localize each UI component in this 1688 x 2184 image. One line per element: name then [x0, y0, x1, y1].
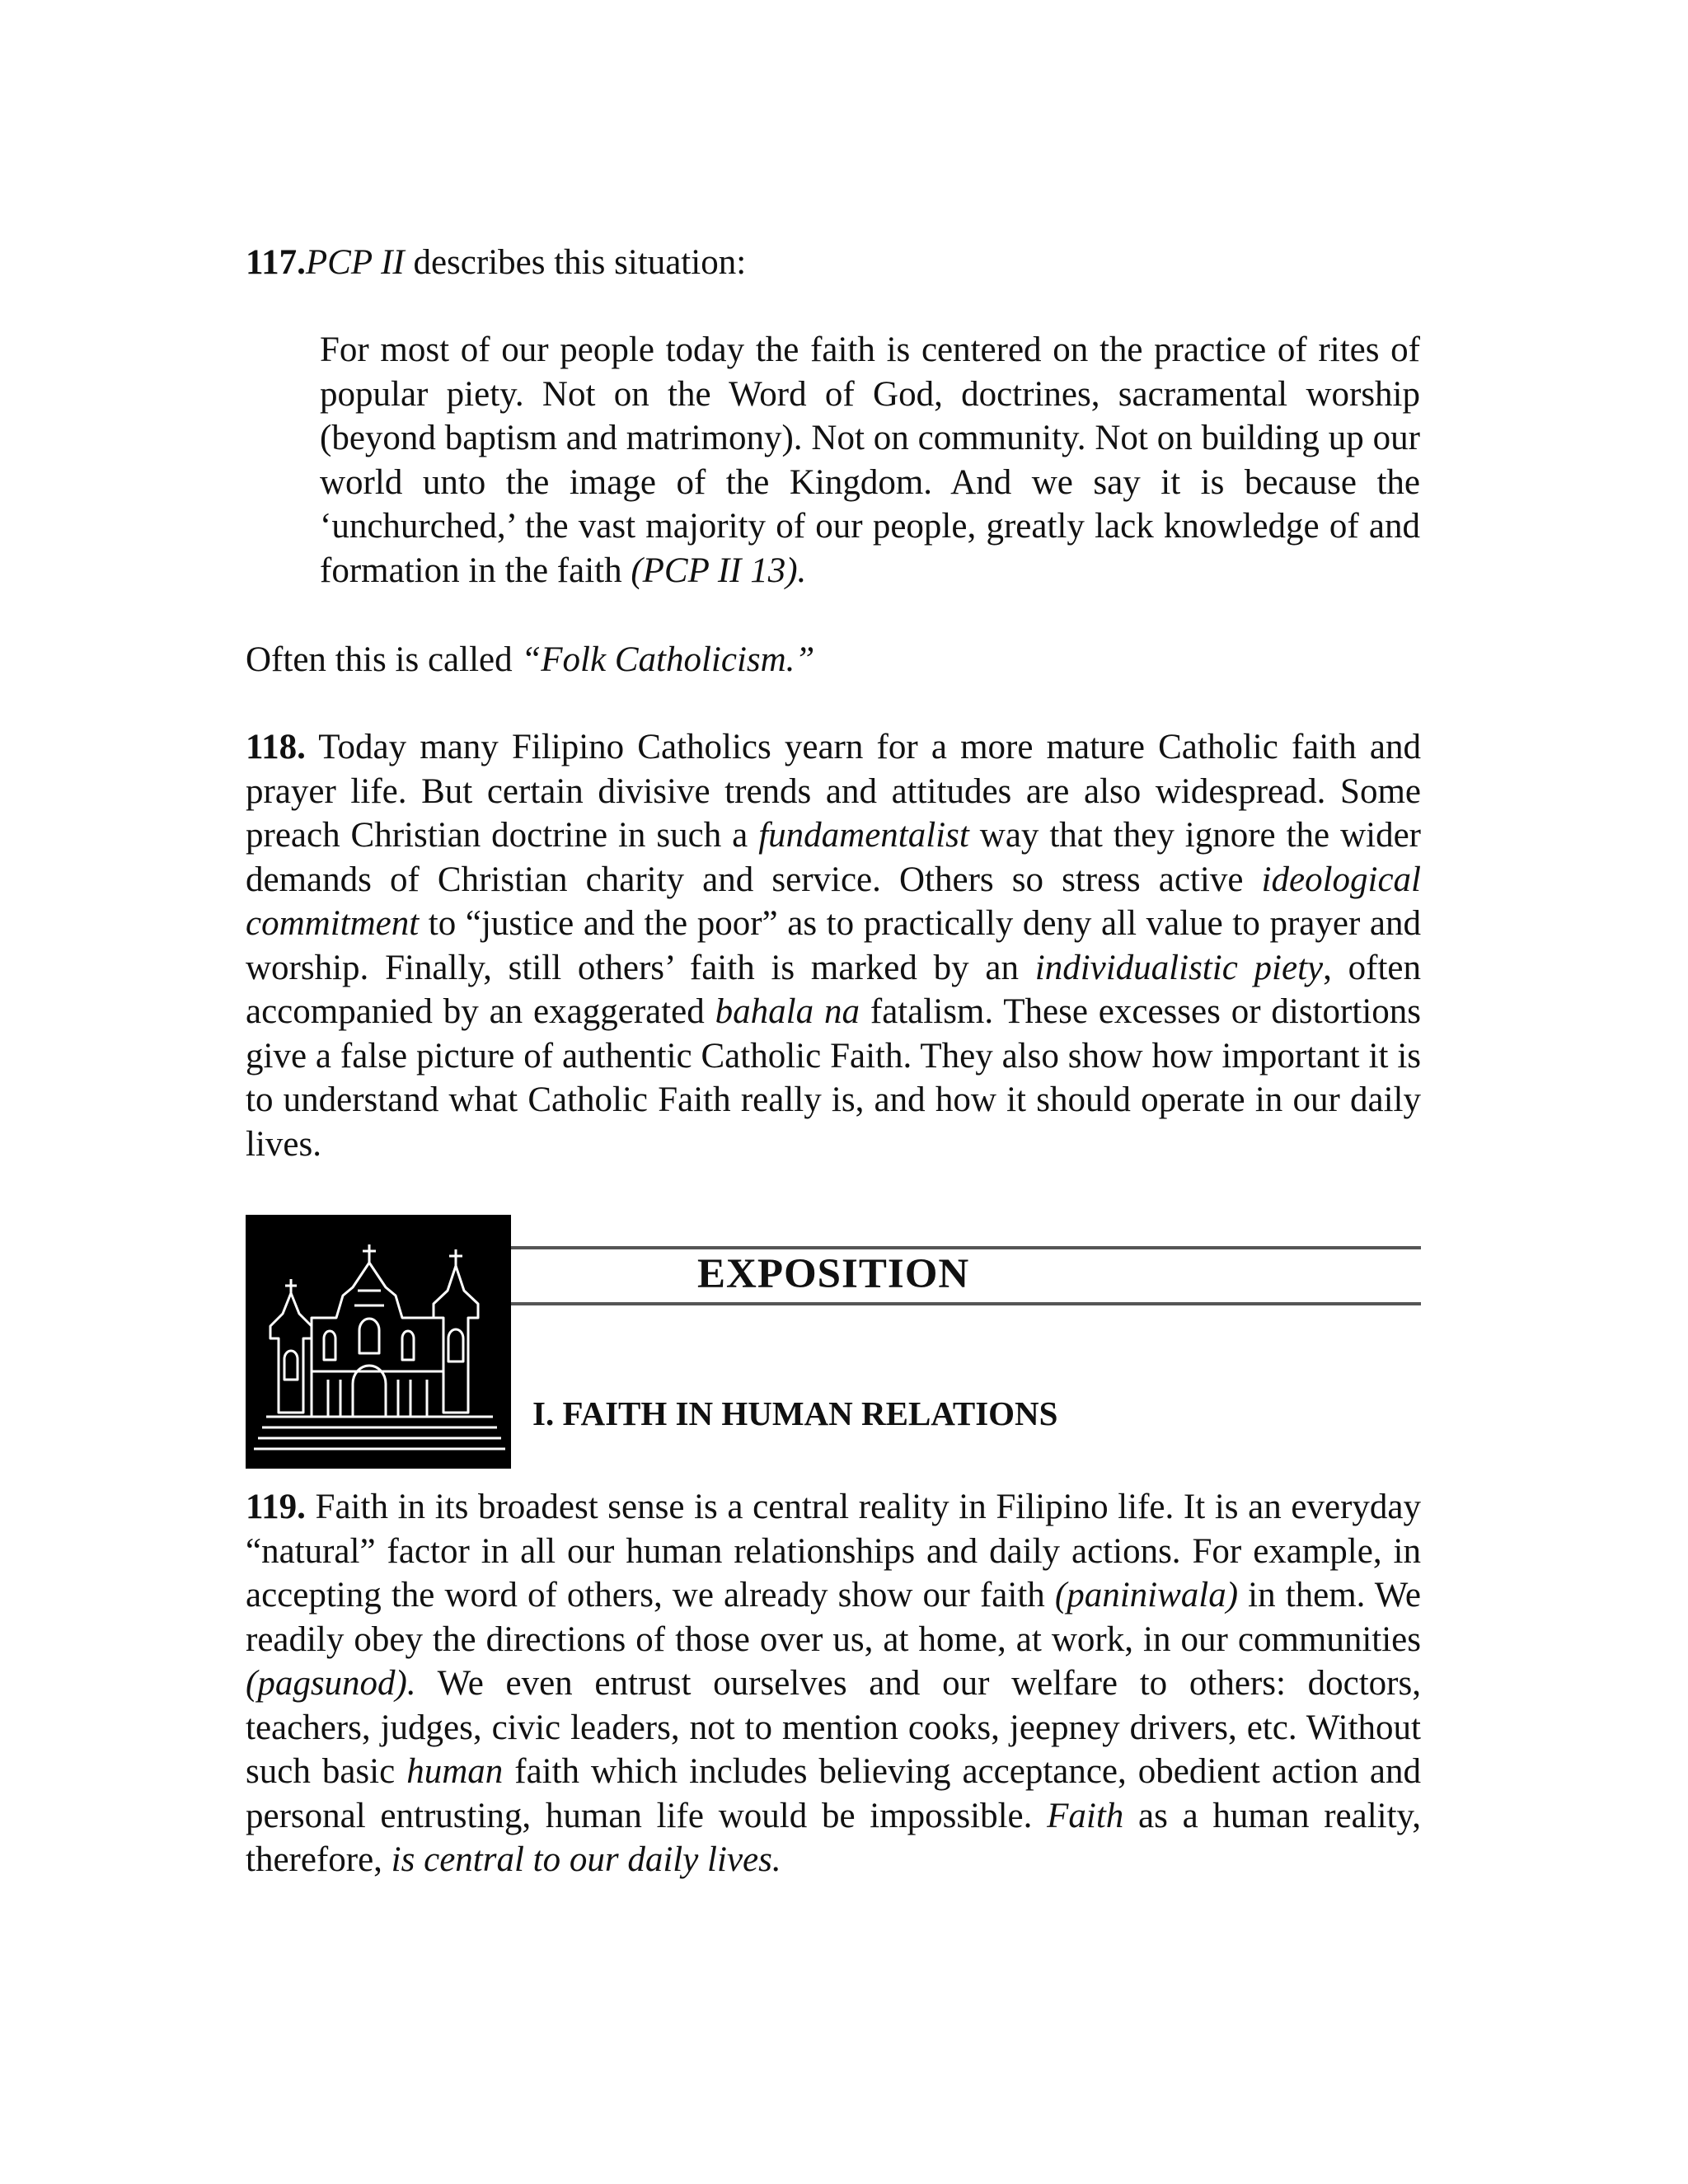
paragraph-text: in them. We readily obey the directions of those over us, at home, at work, in our communities [246, 1576, 1421, 1659]
paragraph-117 [246, 241, 1424, 285]
italic-term: is central to our daily lives. [391, 1840, 781, 1879]
paragraph-text: to “justice and the poor” as to practically deny all value to prayer and worship. Finally, still others’ faith is marked by an [246, 904, 1421, 987]
paragraph-119 [246, 1485, 1421, 1882]
paragraph-text: , often accompanied by an exaggerated [246, 948, 1421, 1031]
section-rule-bottom [511, 1302, 1421, 1305]
block-quote [320, 328, 1420, 593]
italic-term: human [406, 1752, 504, 1791]
paragraph-text: way that they ignore the wider demands of Christian charity and service. Others so stress active [246, 816, 1421, 899]
italic-term: (paniniwala) [1054, 1576, 1239, 1615]
folk-text: Often this is called [246, 640, 522, 679]
source-title: PCP II [305, 243, 405, 282]
paragraph-number: 117. [246, 243, 306, 282]
italic-term: Faith [1047, 1796, 1124, 1835]
paragraph-118 [246, 725, 1421, 1166]
quote-text: For most of our people today the faith is centered on the practice of rites of popular piety. Not on the Word of God, doctrines, sacramental worship (beyond baptism and matrimony). Not on community. Not on building up our world unto the image of the Kingdom. And we say it is because the ‘unchurched,’ the vast majority of our people, greatly lack knowledge of and formation in the faith [320, 330, 1420, 590]
italic-term: fundamentalist [758, 816, 969, 855]
paragraph-number: 118. [246, 728, 306, 766]
paragraph-text: faith which includes believing acceptance, obedient action and personal entrusting, human life would be impossible. [246, 1752, 1422, 1835]
paragraph-text: We even entrust ourselves and our welfare to others: doctors, teachers, judges, civic leaders, not to mention cooks, jeepney drivers, etc. Without such basic [246, 1664, 1421, 1791]
subsection-title: I. FAITH IN HUMAN RELATIONS [532, 1394, 1058, 1432]
quote-citation: (PCP II 13). [631, 551, 807, 590]
section-title: EXPOSITION [697, 1251, 970, 1297]
paragraph-text: as a human reality, therefore, [246, 1796, 1421, 1879]
paragraph-text: Faith in its broadest sense is a central reality in Filipino life. It is an everyday “natural” factor in all our human relationships and daily actions. For example, in accepting the word of others, we already show our faith [246, 1488, 1421, 1615]
italic-term: bahala na [715, 992, 860, 1031]
paragraph-text: Today many Filipino Catholics yearn for a more mature Catholic faith and prayer life. But certain divisive trends and attitudes are also widespread. Some preach Christian doctrine in such a [246, 728, 1421, 855]
paragraph-text: fatalism. These excesses or distortions give a false picture of authentic Catholic Faith. They also show how important it is to understand what Catholic Faith really is, and how it should operate in our daily lives. [246, 992, 1421, 1164]
folk-term: “Folk Catholicism.” [521, 640, 815, 679]
italic-term: (pagsunod). [246, 1664, 416, 1703]
church-facade-icon [246, 1215, 511, 1469]
paragraph-number: 119. [246, 1488, 306, 1526]
paragraph-text: describes this situation: [404, 243, 747, 282]
italic-term: ideological commitment [246, 860, 1421, 943]
folk-catholicism-line [246, 638, 1424, 682]
italic-term: individualistic piety [1034, 948, 1324, 987]
